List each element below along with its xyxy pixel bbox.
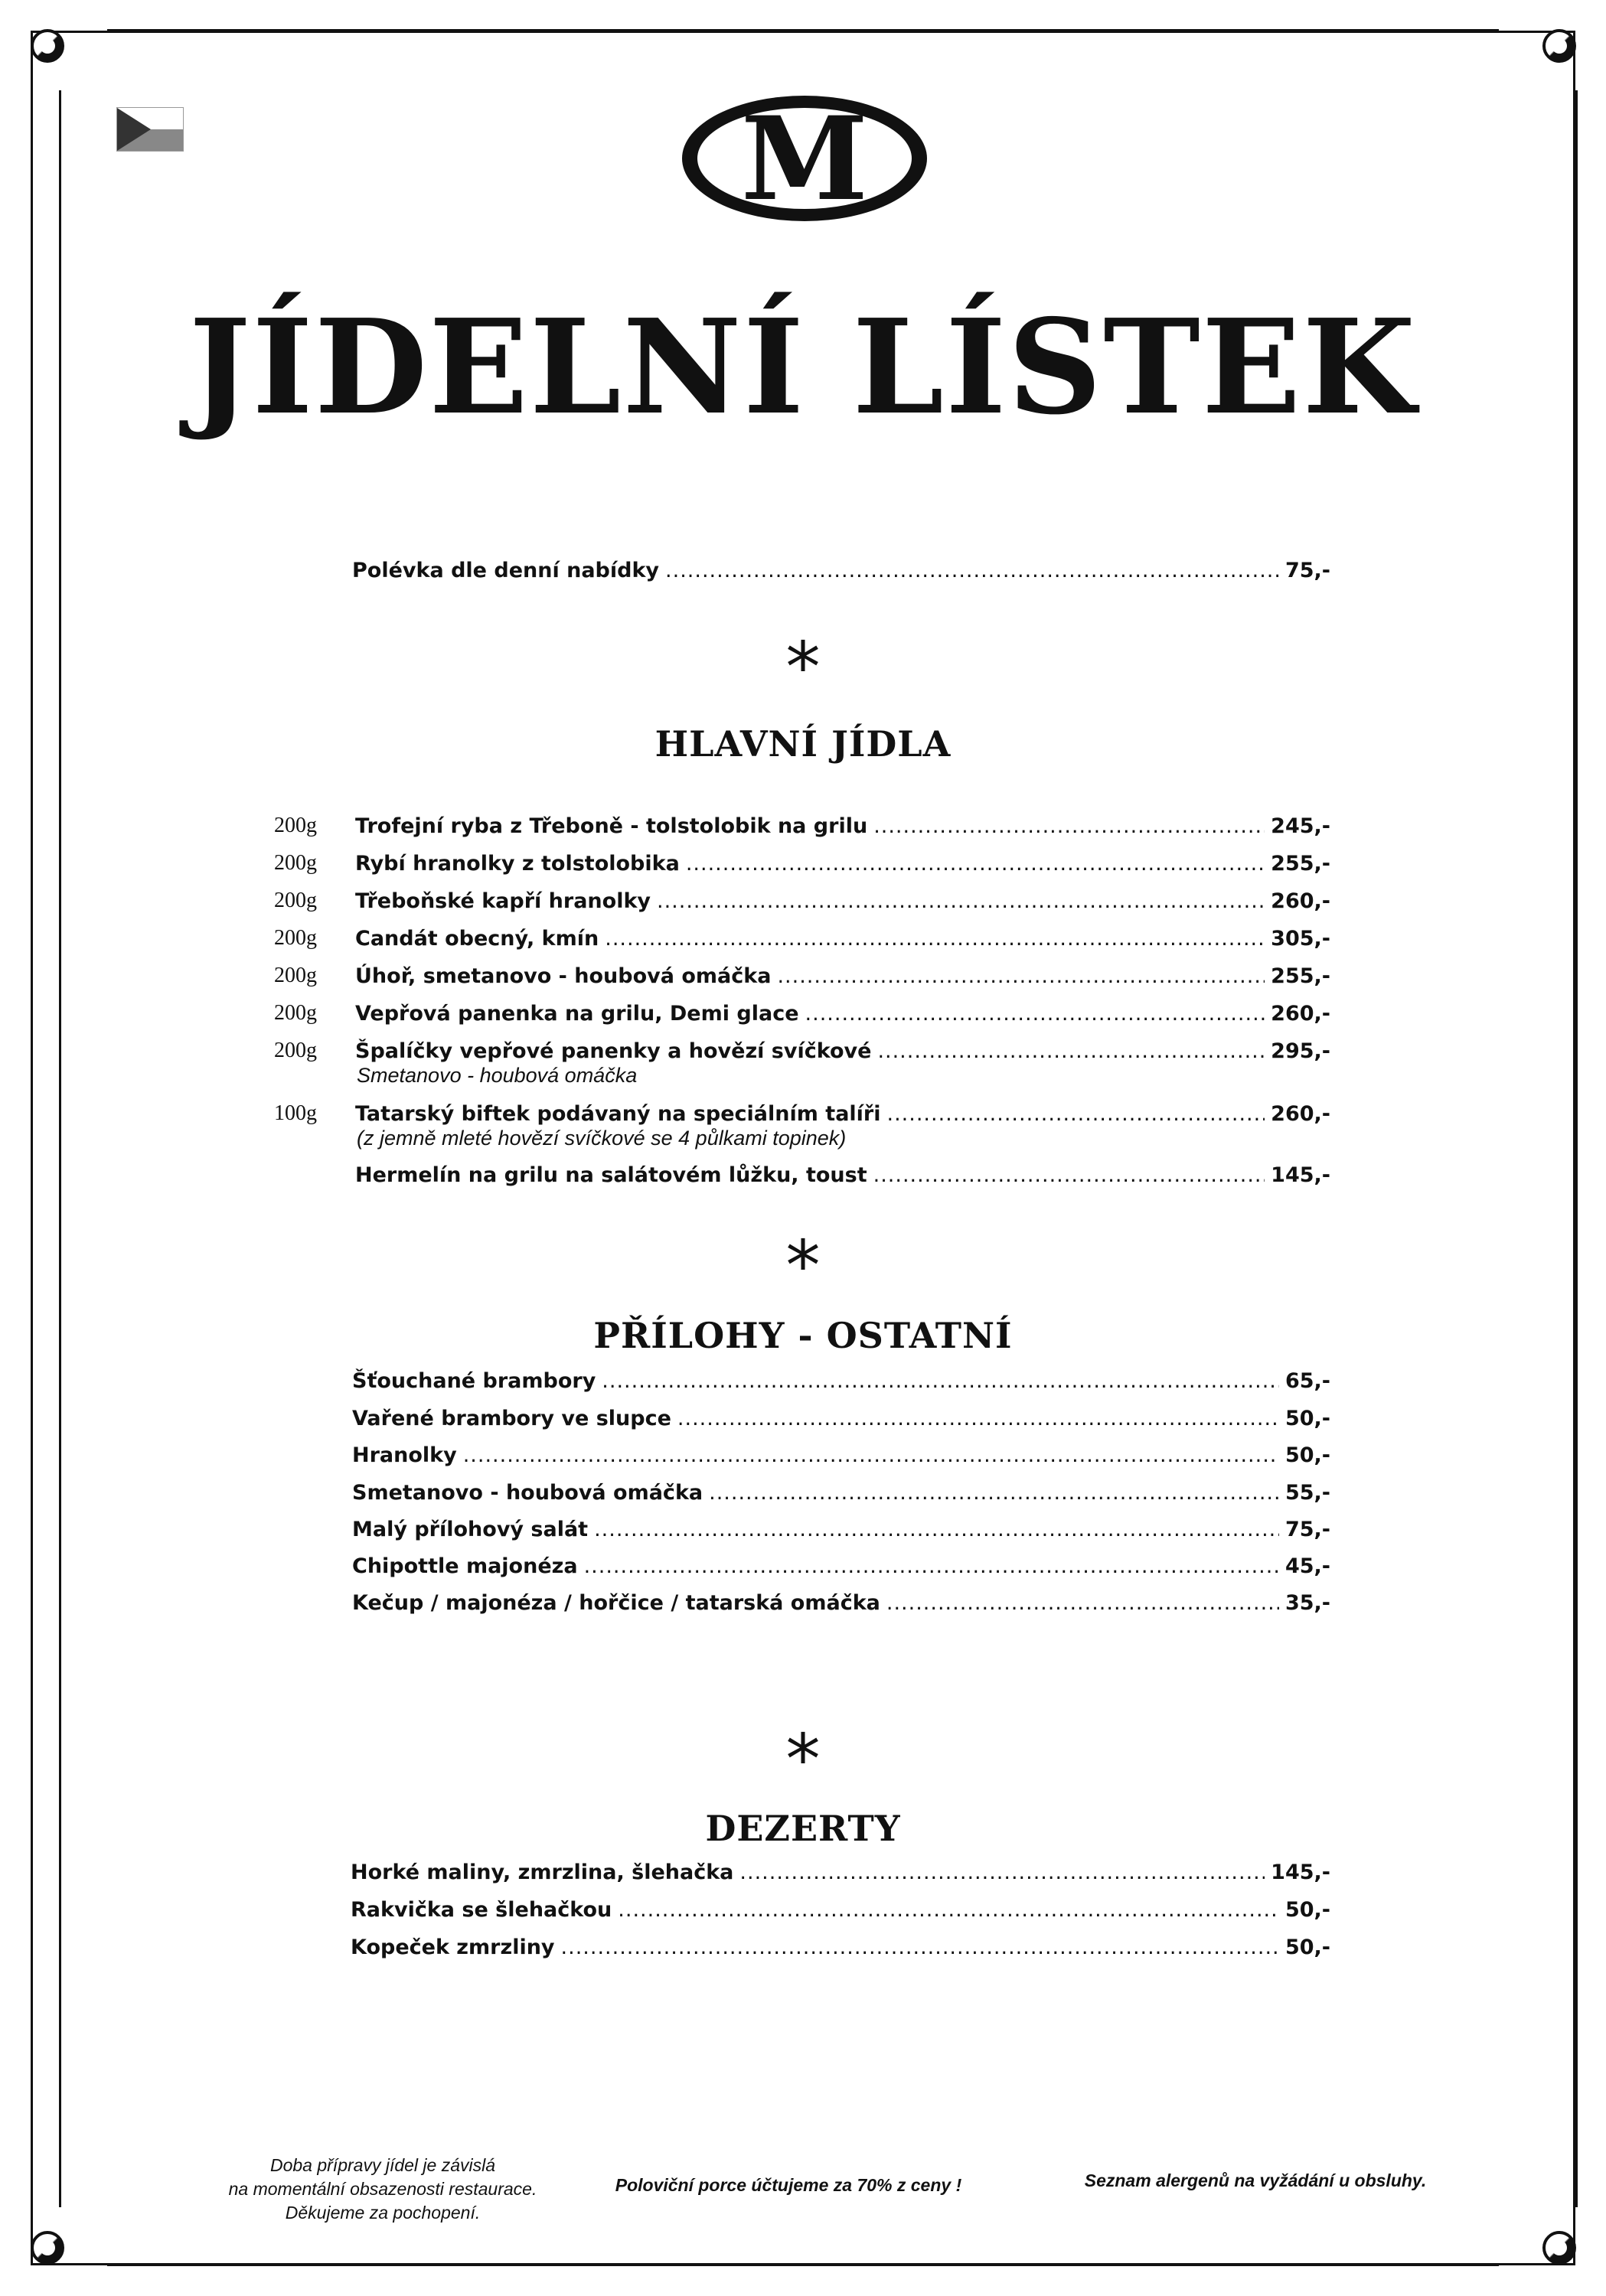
section-heading-desserts: DEZERTY <box>705 1808 901 1849</box>
menu-item: Špalíčky vepřové panenky a hovězí svíčkové ..... 295,- <box>355 1039 1330 1063</box>
menu-item: Šťouchané brambory ..... 65,- <box>352 1369 1330 1393</box>
menu-item: Kečup / majonéza / hořčice / tatarská omáčka ..... 35,- <box>352 1591 1330 1615</box>
czech-flag-icon[interactable] <box>116 107 184 152</box>
section-heading-main: HLAVNÍ JÍDLA <box>654 723 952 765</box>
item-weight: 200g <box>274 926 317 950</box>
menu-item: Chipottle majonéza ..... 45,- <box>352 1554 1330 1578</box>
menu-item: Třeboňské kapří hranolky ..... 260,- <box>355 889 1330 913</box>
logo-letter: M <box>740 92 869 226</box>
corner-ornament-icon <box>31 29 64 63</box>
item-weight: 200g <box>274 851 317 875</box>
item-note: (z jemně mleté hovězí svíčkové se 4 půlkami topinek) <box>357 1127 847 1150</box>
menu-item: Candát obecný, kmín ..... 305,- <box>355 927 1330 951</box>
bottom-rule <box>107 2264 1499 2266</box>
item-weight: 200g <box>274 964 317 987</box>
restaurant-logo <box>678 92 931 226</box>
menu-item-soup <box>352 559 1330 582</box>
item-note: Smetanovo - houbová omáčka <box>357 1064 638 1087</box>
top-rule <box>107 29 1499 31</box>
menu-item: Malý přílohový salát ..... 75,- <box>352 1518 1330 1541</box>
menu-item: Hermelín na grilu na salátovém lůžku, toust ..... 145,- <box>355 1163 1330 1187</box>
separator-star: * <box>785 1720 821 1800</box>
item-weight: 200g <box>274 1039 317 1062</box>
footer-preparation-note: Doba přípravy jídel je závislá na momentální obsazenosti restaurace. Děkujeme za pochopení. <box>228 2155 537 2223</box>
menu-item: Kopeček zmrzliny ..... 50,- <box>351 1936 1330 1959</box>
menu-item: Tatarský biftek podávaný na speciálním talíři ..... 260,- <box>355 1102 1330 1126</box>
section-heading-sides: PŘÍLOHY - OSTATNÍ <box>593 1315 1013 1356</box>
separator-star: * <box>785 1226 821 1306</box>
menu-item: Horké maliny, zmrzlina, šlehačka ..... 145,- <box>351 1861 1330 1884</box>
menu-item: Rakvička se šlehačkou ..... 50,- <box>351 1898 1330 1922</box>
corner-ornament-icon <box>31 2231 64 2265</box>
menu-item: Rybí hranolky z tolstolobika ..... 255,- <box>355 852 1330 876</box>
menu-item: Vařené brambory ve slupce ..... 50,- <box>352 1407 1330 1430</box>
item-price: 75,- <box>1284 559 1330 582</box>
corner-ornament-icon <box>1542 29 1576 63</box>
item-weight: 200g <box>274 814 317 837</box>
item-name: Polévka dle denní nabídky <box>352 559 660 582</box>
separator-star: * <box>785 628 821 708</box>
menu-item: Úhoř, smetanovo - houbová omáčka ..... 255,- <box>355 964 1330 988</box>
corner-ornament-icon <box>1542 2231 1576 2265</box>
menu-item: Trofejní ryba z Třeboně - tolstolobik na grilu ..... 245,- <box>355 814 1330 838</box>
page-title: JÍDELNÍ LÍSTEK <box>188 291 1418 444</box>
item-weight: 200g <box>274 889 317 912</box>
menu-item: Vepřová panenka na grilu, Demi glace ..... 260,- <box>355 1002 1330 1026</box>
menu-item: Smetanovo - houbová omáčka ..... 55,- <box>352 1481 1330 1505</box>
item-weight: 100g <box>274 1101 317 1125</box>
item-weight: 200g <box>274 1001 317 1025</box>
menu-item: Hranolky ..... 50,- <box>352 1443 1330 1467</box>
footer-half-portion: Poloviční porce účtujeme za 70% z ceny ! <box>615 2175 962 2195</box>
footer-allergens: Seznam alergenů na vyžádání u obsluhy. <box>1084 2170 1427 2190</box>
